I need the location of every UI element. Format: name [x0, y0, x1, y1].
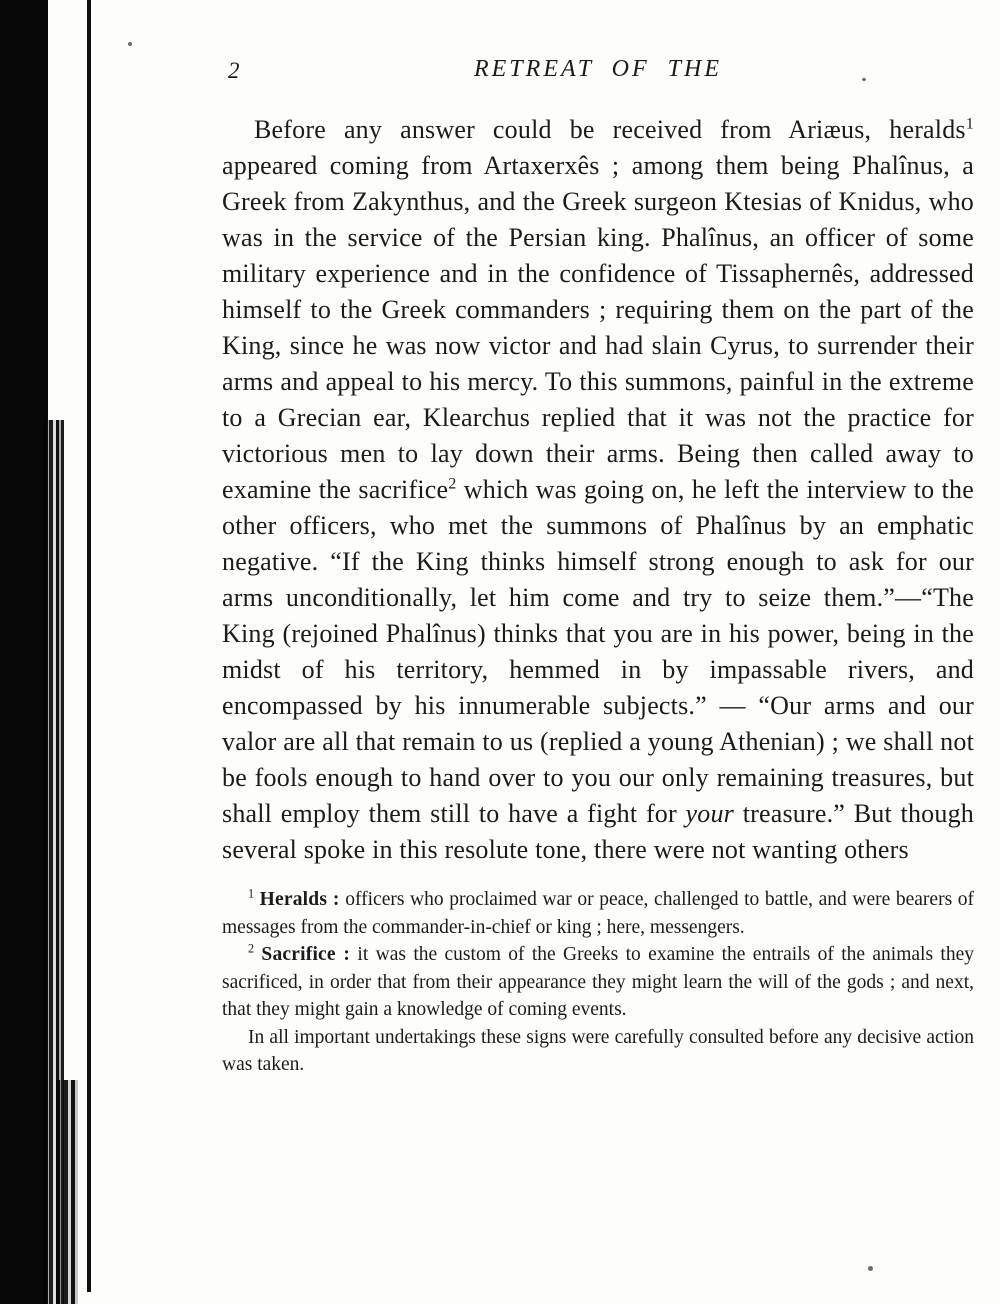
text-column: [222, 56, 974, 1079]
scan-streaks-artifact: [56, 1080, 78, 1304]
running-header: RETREAT OF THE: [473, 56, 722, 82]
scan-speck: [868, 1266, 873, 1271]
footnote-heralds: $^1$ Heralds : officers who proclaimed war or peace, challenged to battle, and were bearers of messages from the commander-in-chief or king ; here, messengers.: [222, 886, 975, 938]
footnote-signs: In all important undertakings these signs were carefully consulted before any decisive action was taken.: [222, 1026, 974, 1075]
footnotes-section: [222, 886, 974, 1079]
footnote-sacrifice: $^2$ Sacrifice : it was the custom of the Greeks to examine the entrails of the animals they sacrificed, in order that from their appearance they might learn the will of the gods ; and next, that they might gain a knowledge of coming events.: [222, 941, 974, 1020]
scan-gutter-artifact: [0, 0, 48, 1304]
scan-speck: [128, 42, 132, 46]
scan-line-artifact: [87, 0, 91, 1292]
body-paragraph: Before any answer could be received from Ariæus, heralds$^1$ appeared coming from Artaxerxês ; among them being Phalînus, a Greek from Zakynthus, and the Greek surgeon Ktesias of Knidus, who was in the service of the Persian king. Phalînus, an officer of some military experience and in the confidence of Tissaphernês, addressed himself to the Greek commanders ; requiring them on the part of the King, since he was now victor and had slain Cyrus, to surrender their arms and appeal to his mercy. To this summons, painful in the extreme to a Grecian ear, Klearchus replied that it was not the practice for victorious men to lay down their arms. Being then called away to examine the sacrifice$^2$ which was going on, he left the interview to the other officers, who met the summons of Phalînus by an emphatic negative. “If the King thinks himself strong enough to ask for our arms unconditionally, let him come and try to seize them.”—“The King (rejoined Phalînus) thinks that you are in his power, being in the midst of his territory, hemmed in by impassable rivers, and encompassed by his innumerable subjects.” — “Our arms and our valor are all that remain to us (replied a young Athenian) ; we shall not be fools enough to hand over to you our only remaining treasures, but shall employ them still to have a fight for your treasure.” But though several spoke in this resolute tone, there were not wanting others: [222, 115, 974, 864]
page-header: [222, 56, 974, 90]
page-number: 2: [228, 58, 241, 83]
